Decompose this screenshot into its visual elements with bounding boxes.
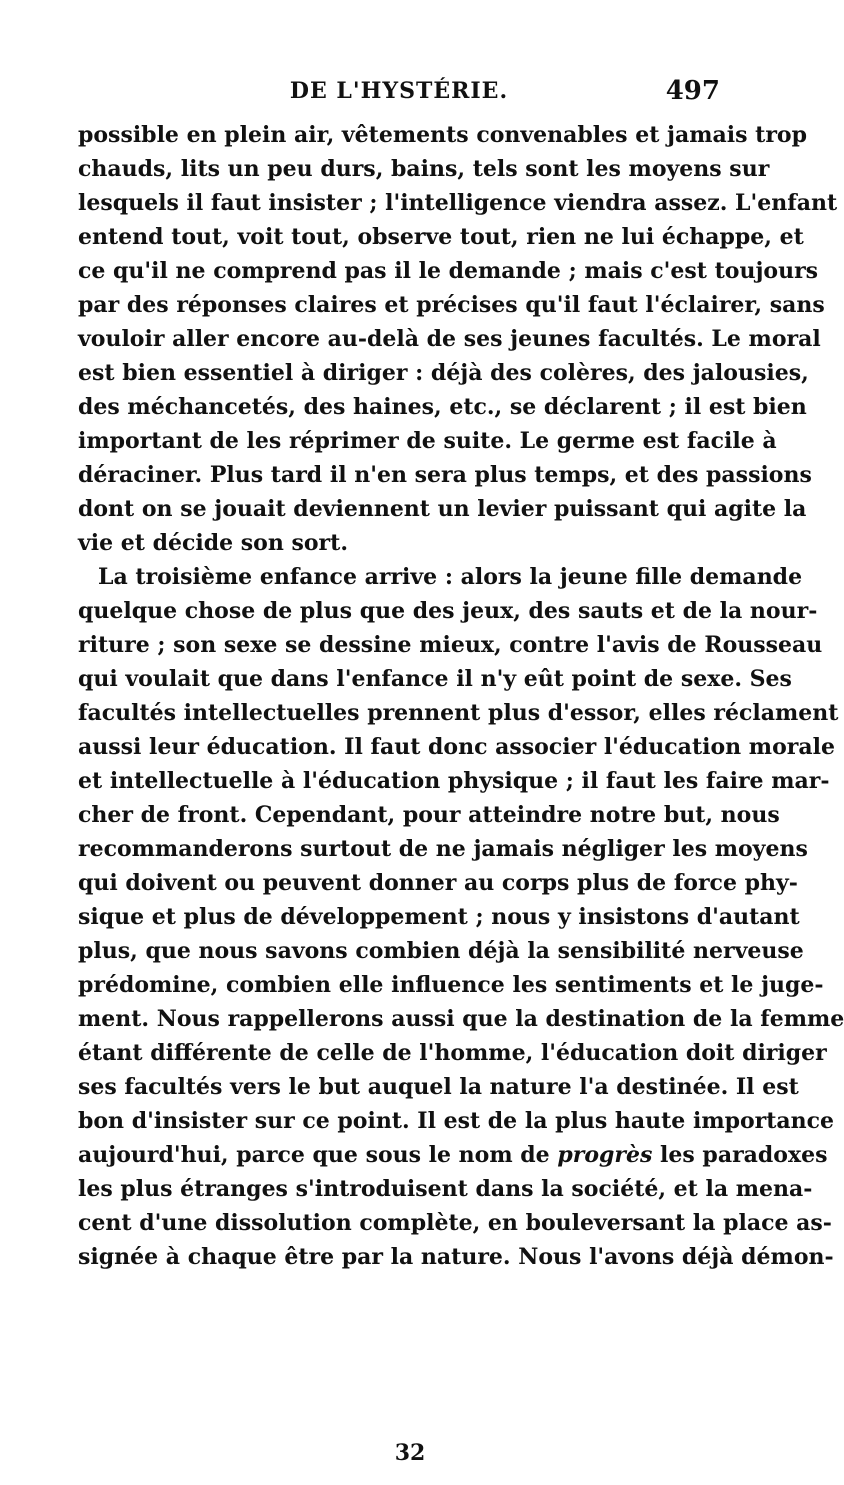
text-line: par des réponses claires et précises qu'il faut l'éclairer, sans — [78, 292, 825, 318]
text-line: ment. Nous rappellerons aussi que la destination de la femme — [78, 1006, 844, 1032]
text-line: chauds, lits un peu durs, bains, tels sont les moyens sur — [78, 156, 770, 182]
text-line: sique et plus de développement ; nous y insistons d'autant — [78, 904, 800, 930]
text-line: ses facultés vers le but auquel la nature l'a destinée. Il est — [78, 1074, 799, 1100]
text-line: plus, que nous savons combien déjà la sensibilité nerveuse — [78, 938, 804, 964]
text-line: ce qu'il ne comprend pas il le demande ; mais c'est toujours — [78, 258, 819, 284]
running-title: DE L'HYSTÉRIE. — [289, 78, 509, 104]
text-line: est bien essentiel à diriger : déjà des colères, des jalousies, — [78, 360, 809, 386]
text-line: important de les réprimer de suite. Le germe est facile à — [78, 428, 777, 454]
text-line: facultés intellectuelles prennent plus d'essor, elles réclament — [78, 700, 839, 726]
text-line: entend tout, voit tout, observe tout, rien ne lui échappe, et — [78, 224, 804, 250]
text-line: des méchancetés, des haines, etc., se déclarent ; il est bien — [78, 394, 807, 420]
text-line: recommanderons surtout de ne jamais négliger les moyens — [78, 836, 808, 862]
text-line: vie et décide son sort. — [78, 530, 348, 556]
text-line: qui doivent ou peuvent donner au corps plus de force phy- — [78, 870, 798, 896]
text-line: et intellectuelle à l'éducation physique ; il faut les faire mar- — [78, 768, 830, 794]
text-line: vouloir aller encore au-delà de ses jeunes facultés. Le moral — [78, 326, 821, 352]
text-line: possible en plein air, vêtements convenables et jamais trop — [78, 122, 807, 148]
text-line: prédomine, combien elle influence les sentiments et le juge- — [78, 972, 824, 998]
paragraph-start-line: La troisième enfance arrive : alors la jeune fille demande — [98, 564, 803, 590]
text-line: étant différente de celle de l'homme, l'éducation doit diriger — [78, 1040, 827, 1066]
text-segment: aujourd'hui, parce que sous le nom de — [78, 1142, 550, 1168]
text-line: aussi leur éducation. Il faut donc associer l'éducation morale — [78, 734, 835, 760]
text-line-with-italic — [78, 1138, 828, 1172]
text-line: dont on se jouait deviennent un levier puissant qui agite la — [78, 496, 807, 522]
text-line: lesquels il faut insister ; l'intelligence viendra assez. L'enfant — [78, 190, 838, 216]
text-line: cher de front. Cependant, pour atteindre notre but, nous — [78, 802, 780, 828]
text-line: les plus étranges s'introduisent dans la société, et la mena- — [78, 1176, 813, 1202]
signature-mark: 32 — [394, 1440, 426, 1466]
text-line: bon d'insister sur ce point. Il est de la plus haute importance — [78, 1108, 835, 1134]
text-line: déraciner. Plus tard il n'en sera plus temps, et des passions — [78, 462, 812, 488]
body-text — [78, 118, 844, 1274]
text-segment: les paradoxes — [660, 1142, 828, 1168]
text-line: qui voulait que dans l'enfance il n'y eût point de sexe. Ses — [78, 666, 792, 692]
page-number: 497 — [665, 76, 720, 106]
italic-word-progres: progrès — [557, 1142, 653, 1168]
text-line: riture ; son sexe se dessine mieux, contre l'avis de Rousseau — [78, 632, 823, 658]
text-line: quelque chose de plus que des jeux, des sauts et de la nour- — [78, 598, 818, 624]
running-head — [78, 78, 720, 112]
text-line: cent d'une dissolution complète, en bouleversant la place as- — [78, 1210, 832, 1236]
text-line: signée à chaque être par la nature. Nous l'avons déjà démon- — [78, 1244, 834, 1270]
